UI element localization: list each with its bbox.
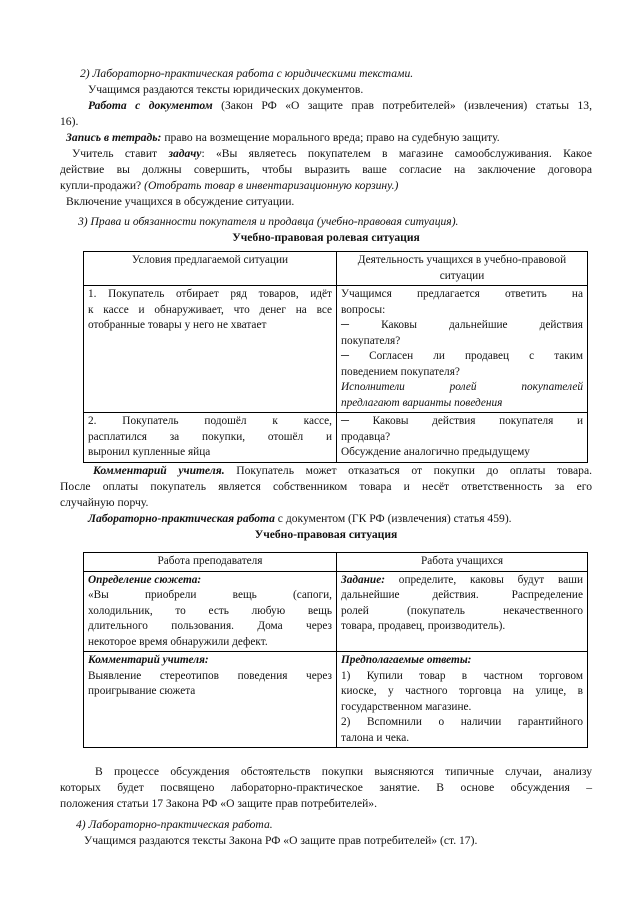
cell-line: «Вы приобрели вещь (сапоги,: [88, 589, 332, 601]
cell-line: Исполнители ролей покупателей: [341, 381, 583, 393]
cell-line: Обсуждение аналогично предыдущему: [341, 446, 530, 458]
discussion-line-3: положения статьи 17 Закона РФ «О защите прав потребителей».: [60, 797, 377, 810]
table-cell: [337, 286, 588, 413]
task-line-3: [60, 178, 592, 194]
table-header-row: [84, 252, 588, 286]
cell-line: некоторое время обнаружили дефект.: [88, 635, 268, 648]
table-cell: [84, 652, 337, 748]
doc-work-text: (Закон РФ «О защите прав потребителей» (извлечения) статьы 13,: [221, 99, 592, 112]
cell-line: холодильник, то есть любую вещь: [88, 604, 332, 617]
task-lead: Учитель ставит: [72, 147, 158, 160]
lab-work-lead: Лабораторно-практическая работа: [88, 512, 275, 525]
cell-line: 1. Покупатель отбирает ряд товаров, идёт: [88, 288, 332, 300]
involve-line: Включение учащихся в обсуждение ситуации.: [66, 195, 295, 208]
cell-line: покупателя?: [341, 334, 401, 347]
discussion-line-2: [60, 780, 592, 796]
cell-line: 2) Вспомнили о наличии гарантийного: [341, 716, 583, 728]
section-3-heading: Учебно-правовая ролевая ситуация: [232, 231, 420, 244]
cell-line: вопросы:: [341, 303, 386, 316]
cell-line: расплатился за покупки, отошёл и: [88, 430, 332, 443]
doc-work-text-2: 16).: [60, 115, 79, 128]
table-cell: [84, 571, 337, 652]
notebook-line: [66, 130, 598, 146]
cell-line: выронил купленные яйца: [88, 446, 211, 458]
task-line-2-text: действие вы должны совершить, чтобы выразить ваше согласие на заключение договора: [60, 163, 592, 176]
notebook-lead: Запись в тетрадь:: [66, 131, 162, 144]
lab-work-line: [88, 511, 620, 527]
cell-title: Предполагаемые ответы:: [341, 654, 472, 666]
table-header-text: ситуации: [439, 269, 485, 282]
cell-line: 1) Купили товар в частном торговом: [341, 669, 583, 682]
cell-line: 2. Покупатель подошёл к кассе,: [88, 415, 332, 427]
legal-situation-table: [83, 552, 588, 748]
teacher-comment-text: Покупатель может отказаться от покупки до оплаты товара.: [236, 464, 592, 477]
task-text: : «Вы являетесь покупателем в магазине самообслуживания. Какое: [201, 147, 592, 160]
cell-line: талона и чека.: [341, 731, 410, 744]
table-header-conditions: [84, 252, 337, 286]
cell-line: ─ Каковы дальнейшие действия: [341, 319, 583, 331]
discussion-text-1: В процессе обсуждения обстоятельств покупки выясняются типичные случаи, анализу: [95, 765, 592, 778]
cell-title: Комментарий учителя:: [88, 654, 209, 666]
teacher-comment-lead: Комментарий учителя.: [93, 464, 225, 477]
cell-line: Учащимся предлагается ответить на: [341, 288, 583, 300]
section-2-title: 2) Лабораторно-практическая работа с юридическими текстами.: [80, 67, 414, 80]
task-line-3-text: купли-продажи?: [60, 179, 142, 192]
cell-line: дальнейшие действия. Распределение: [341, 589, 583, 601]
teacher-comment-text-2: После оплаты покупатель является собственником товара и несёт ответственность за его: [60, 480, 592, 493]
cell-line: киоске, у частного торговца на улице, в: [341, 685, 583, 697]
table-header-row: [84, 553, 588, 572]
table-header-activity: [337, 252, 588, 286]
table-cell: [337, 413, 588, 463]
table-cell: [337, 571, 588, 652]
discussion-text-2: которых будет посвящено лабораторно-практическое занятие. В основе обсуждения –: [60, 781, 592, 794]
lab-work-text: с документом (ГК РФ (извлечения) статья 459).: [277, 512, 512, 525]
role-situation-table: [83, 251, 588, 463]
task-line-2: [60, 162, 592, 178]
table-row: [84, 652, 588, 748]
cell-title: Определение сюжета:: [88, 573, 202, 586]
cell-line: ─ Каковы действия покупателя и: [341, 415, 583, 427]
task-line-3-answer: (Отобрать товар в инвентаризационную корзину.): [144, 179, 399, 192]
table-cell: [337, 652, 588, 748]
cell-line: продавца?: [341, 430, 391, 443]
section-2-line1: Учащимся раздаются тексты юридических документов.: [88, 83, 364, 96]
table-header-students: [337, 553, 588, 572]
teacher-comment-line-1: [93, 463, 592, 479]
discussion-line-1: [95, 764, 592, 780]
section-3-heading-2: Учебно-правовая ситуация: [254, 528, 398, 541]
table-cell: [84, 413, 337, 463]
task-word: задачу: [168, 147, 202, 160]
table-header-text: Деятельность учащихся в учебно-правовой: [357, 254, 567, 266]
cell-line: поведением покупателя?: [341, 365, 460, 378]
section-4-title: 4) Лабораторно-практическая работа.: [76, 818, 273, 831]
cell-line: длительного пользования. Дома через: [88, 620, 332, 632]
cell-title: Задание:: [341, 573, 385, 586]
task-line-1: [72, 146, 592, 162]
cell-line: предлагают варианты поведения: [341, 396, 503, 409]
doc-work-line: [88, 98, 592, 114]
cell-line: Выявление стереотипов поведения через: [88, 669, 332, 682]
cell-line: отобранные товары у него не хватает: [88, 319, 267, 331]
table-header-teacher: [84, 553, 337, 572]
cell-line: проигрывание сюжета: [88, 685, 196, 697]
cell-line: товара, продавец, производитель).: [341, 620, 506, 632]
table-header-text: Условия предлагаемой ситуации: [131, 254, 289, 266]
table-row: [84, 571, 588, 652]
table-row: [84, 286, 588, 413]
cell-line: определите, каковы будут ваши: [398, 573, 583, 586]
teacher-comment-line-3: случайную порчу.: [60, 496, 149, 509]
doc-work-lead: Работа с документом: [88, 99, 213, 112]
notebook-text: право на возмещение морального вреда; право на судебную защиту.: [164, 131, 500, 144]
table-row: [84, 413, 588, 463]
table-header-text: Работа преподавателя: [157, 555, 263, 567]
table-header-text: Работа учащихся: [420, 555, 504, 567]
cell-line: к кассе и обнаруживает, что денег на все: [88, 303, 332, 316]
cell-line: ─ Согласен ли продавец с таким: [341, 350, 583, 362]
table-cell: [84, 286, 337, 413]
section-4-line1: Учащимся раздаются тексты Закона РФ «О защите прав потребителей» (ст. 17).: [84, 834, 478, 847]
teacher-comment-line-2: [60, 479, 592, 495]
cell-line: государственном магазине.: [341, 700, 472, 713]
section-3-title: 3) Права и обязанности покупателя и продавца (учебно-правовая ситуация).: [78, 215, 459, 228]
cell-line: ролей (покупатель некачественного: [341, 604, 583, 617]
